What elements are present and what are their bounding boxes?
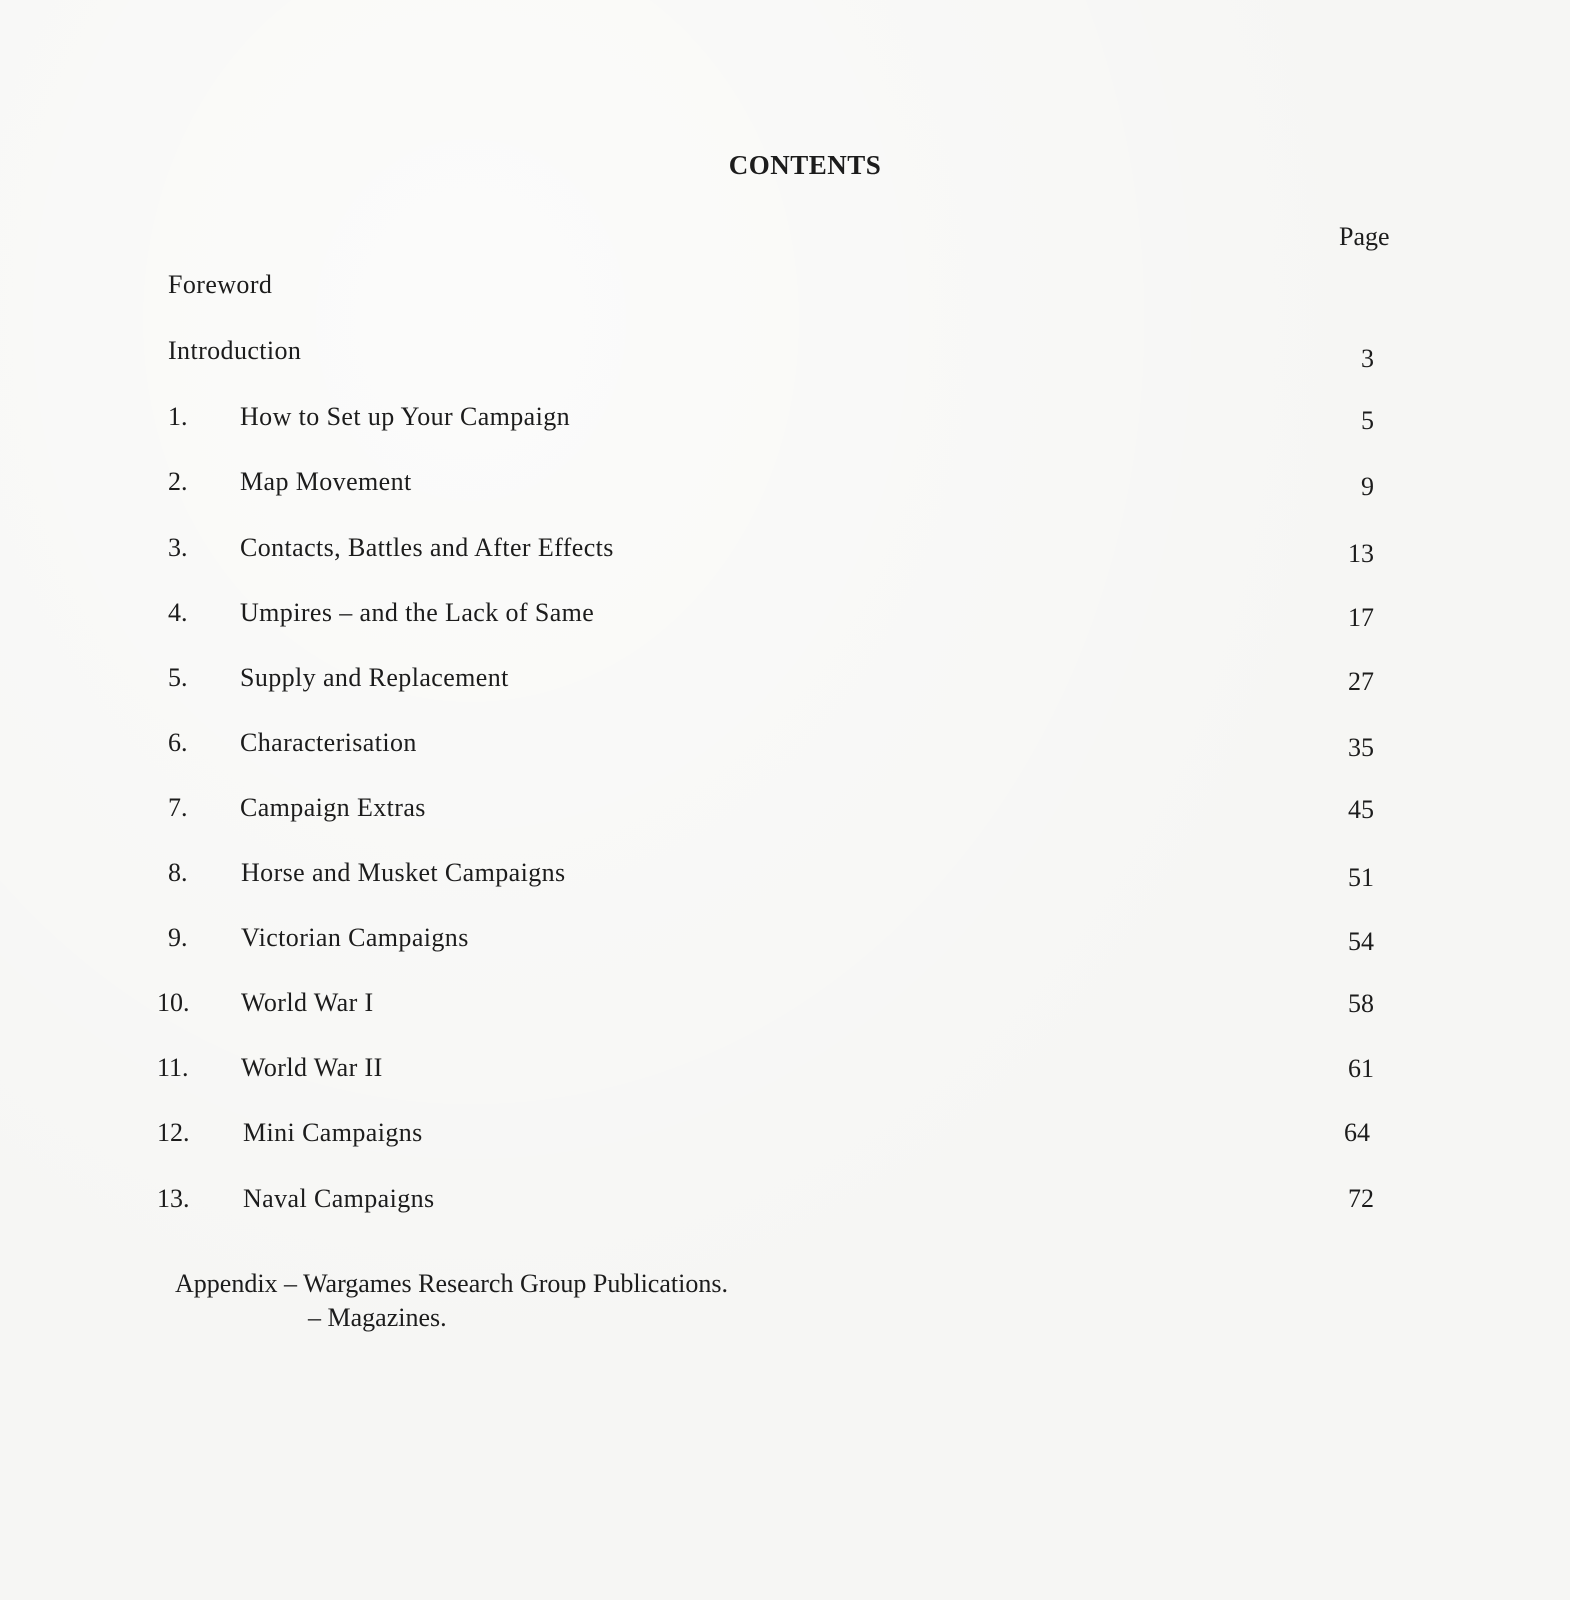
toc-entry-number: 13. bbox=[157, 1184, 190, 1213]
toc-entry-chapter-5[interactable] bbox=[0, 663, 1570, 703]
toc-entry-introduction[interactable] bbox=[0, 336, 1570, 376]
toc-entry-label: World War II bbox=[241, 1053, 383, 1082]
toc-entry-number: 2. bbox=[168, 467, 188, 496]
toc-entry-number: 10. bbox=[157, 988, 190, 1017]
toc-entry-chapter-3[interactable] bbox=[0, 533, 1570, 573]
toc-entry-page: 54 bbox=[1348, 927, 1374, 956]
toc-entry-number: 7. bbox=[168, 793, 188, 822]
appendix-entry[interactable] bbox=[175, 1267, 728, 1335]
appendix-line-magazines: – Magazines. bbox=[308, 1303, 447, 1332]
toc-entry-label: Mini Campaigns bbox=[243, 1118, 423, 1147]
toc-entry-label: How to Set up Your Campaign bbox=[240, 402, 571, 431]
toc-entry-page: 27 bbox=[1348, 667, 1374, 696]
toc-entry-label: Supply and Replacement bbox=[240, 663, 509, 692]
toc-entry-page: 5 bbox=[1361, 406, 1374, 435]
appendix-line-publications: Appendix – Wargames Research Group Publications. bbox=[175, 1269, 728, 1298]
toc-entry-page: 35 bbox=[1348, 733, 1374, 762]
page-title: CONTENTS bbox=[728, 150, 882, 180]
toc-entry-page: 9 bbox=[1361, 472, 1374, 501]
toc-entry-number: 8. bbox=[168, 858, 188, 887]
toc-entry-number: 3. bbox=[168, 533, 188, 562]
toc-entry-chapter-13[interactable] bbox=[0, 1184, 1570, 1224]
toc-entry-chapter-6[interactable] bbox=[0, 728, 1570, 768]
toc-entry-label: Contacts, Battles and After Effects bbox=[240, 533, 614, 562]
toc-entry-label: Umpires – and the Lack of Same bbox=[240, 598, 595, 627]
toc-entry-label: Foreword bbox=[168, 270, 273, 299]
toc-entry-label: Introduction bbox=[168, 336, 302, 365]
toc-entry-number: 12. bbox=[157, 1118, 190, 1147]
page-column-header: Page bbox=[1339, 222, 1390, 251]
toc-entry-page: 64 bbox=[1344, 1118, 1370, 1147]
toc-entry-page: 72 bbox=[1348, 1184, 1374, 1213]
toc-entry-chapter-2[interactable] bbox=[0, 467, 1570, 507]
toc-entry-page: 17 bbox=[1348, 603, 1374, 632]
toc-entry-label: Map Movement bbox=[240, 467, 412, 496]
toc-entry-label: Horse and Musket Campaigns bbox=[241, 858, 566, 887]
toc-entry-number: 11. bbox=[157, 1053, 189, 1082]
toc-entry-number: 9. bbox=[168, 923, 188, 952]
toc-entry-label: World War I bbox=[241, 988, 374, 1017]
toc-entry-chapter-11[interactable] bbox=[0, 1053, 1570, 1093]
toc-entry-label: Characterisation bbox=[240, 728, 417, 757]
toc-entry-page: 3 bbox=[1361, 344, 1374, 373]
toc-entry-page: 58 bbox=[1348, 989, 1374, 1018]
toc-entry-chapter-4[interactable] bbox=[0, 598, 1570, 638]
toc-entry-label: Naval Campaigns bbox=[243, 1184, 435, 1213]
toc-entry-label: Victorian Campaigns bbox=[241, 923, 469, 952]
toc-entry-foreword[interactable] bbox=[0, 270, 1570, 310]
toc-entry-number: 5. bbox=[168, 663, 188, 692]
toc-entry-page: 13 bbox=[1348, 539, 1374, 568]
toc-entry-number: 4. bbox=[168, 598, 188, 627]
toc-entry-chapter-12[interactable] bbox=[0, 1118, 1570, 1158]
toc-entry-chapter-8[interactable] bbox=[0, 858, 1570, 898]
toc-entry-page: 61 bbox=[1348, 1054, 1374, 1083]
toc-entry-chapter-10[interactable] bbox=[0, 988, 1570, 1028]
toc-entry-chapter-9[interactable] bbox=[0, 923, 1570, 963]
toc-entry-chapter-7[interactable] bbox=[0, 793, 1570, 833]
toc-entry-number: 6. bbox=[168, 728, 188, 757]
toc-entry-label: Campaign Extras bbox=[240, 793, 426, 822]
toc-entry-number: 1. bbox=[168, 402, 188, 431]
toc-entry-page: 51 bbox=[1348, 863, 1374, 892]
toc-entry-page: 45 bbox=[1348, 795, 1374, 824]
toc-entry-chapter-1[interactable] bbox=[0, 402, 1570, 442]
